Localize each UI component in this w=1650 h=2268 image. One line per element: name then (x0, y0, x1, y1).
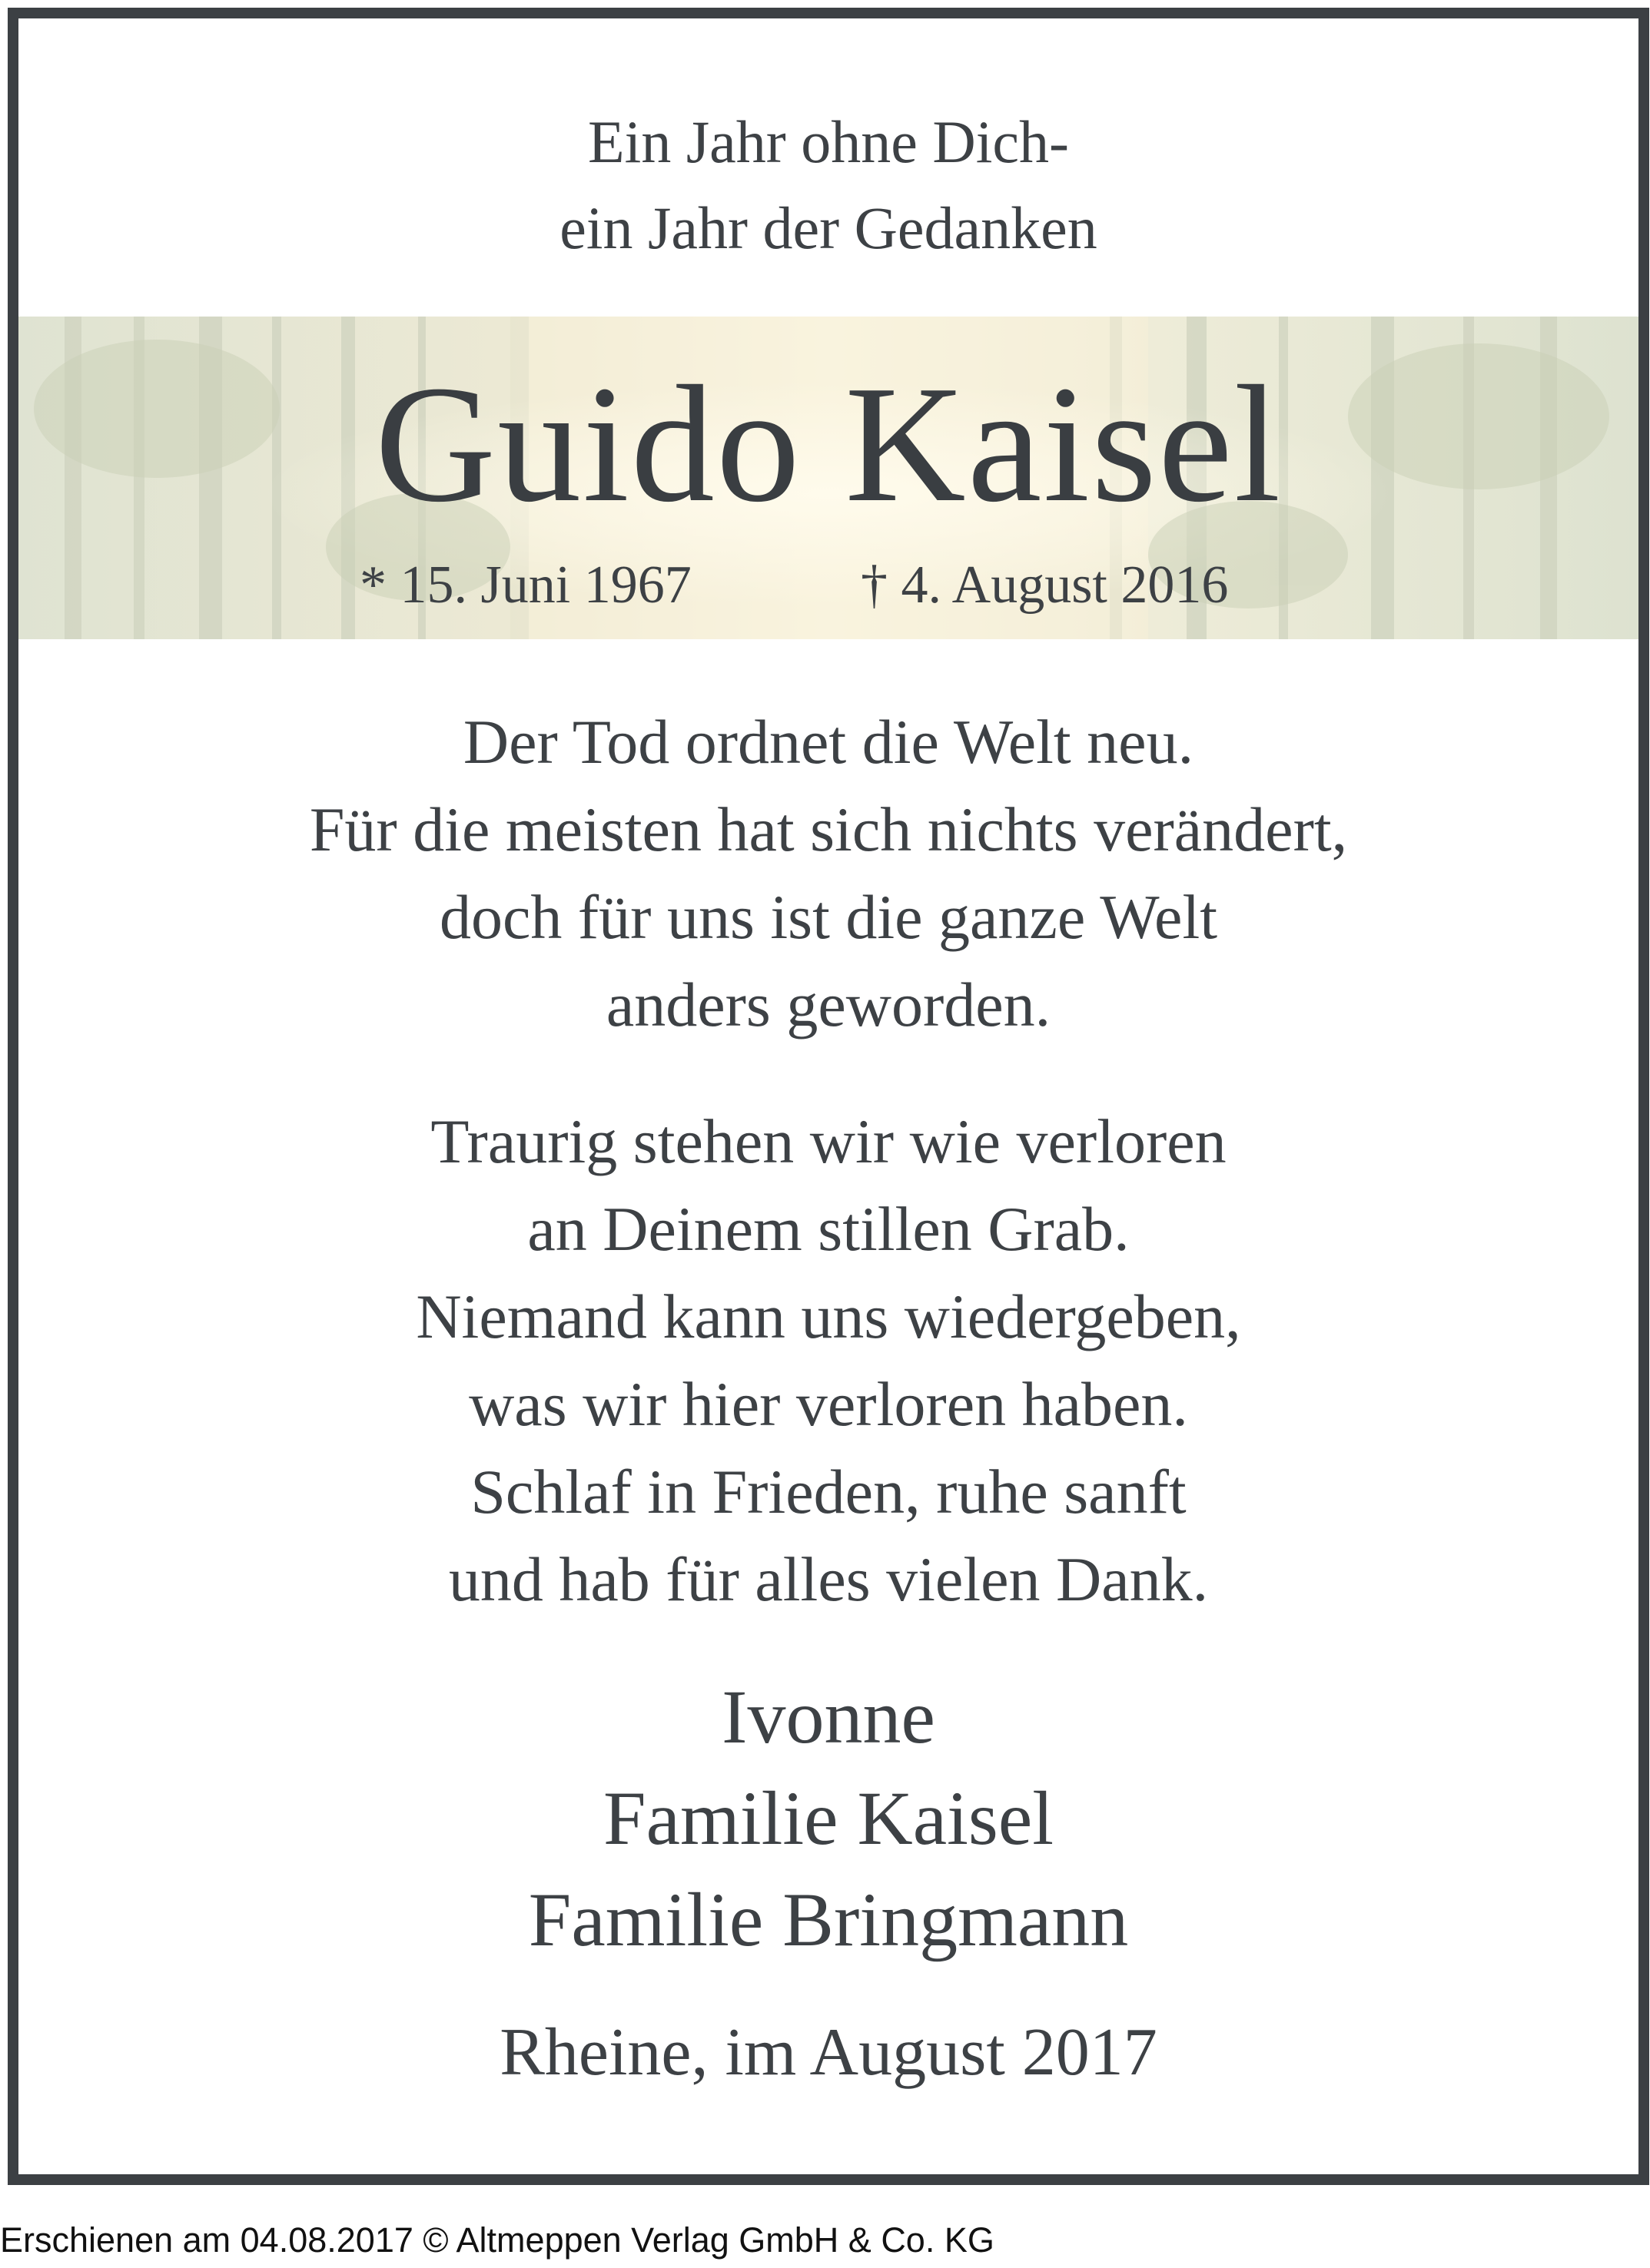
forest-banner (18, 317, 1638, 639)
poem-line: Schlaf in Frieden, ruhe sanft (470, 1457, 1187, 1527)
poem-stanza-2 (18, 1098, 1638, 1623)
poem-line: was wir hier verloren haben. (469, 1369, 1188, 1439)
poem-line: Für die meisten hat sich nichts verändert, (309, 794, 1348, 864)
poem-line: Niemand kann uns wiedergeben, (416, 1282, 1241, 1351)
poem-line: Traurig stehen wir wie verloren (430, 1106, 1227, 1176)
place-date: Rheine, im August 2017 (500, 2015, 1157, 2090)
signers (18, 1666, 1638, 1971)
tagline-line: Ein Jahr ohne Dich- (588, 108, 1069, 175)
poem-stanza-1 (18, 698, 1638, 1049)
birth-date: * 15. Juni 1967 (360, 555, 692, 615)
poem-line: doch für uns ist die ganze Welt (439, 882, 1218, 952)
tagline-line: ein Jahr der Gedanken (559, 194, 1097, 261)
poem-line: und hab für alles vielen Dank. (448, 1544, 1209, 1614)
signer: Ivonne (722, 1674, 935, 1759)
tagline (18, 99, 1638, 271)
poem-line: anders geworden. (606, 970, 1051, 1040)
poem-line: an Deinem stillen Grab. (527, 1194, 1130, 1264)
publication-footer: Erschienen am 04.08.2017 © Altmeppen Verlag GmbH & Co. KG (0, 2220, 994, 2260)
signer: Familie Bringmann (528, 1877, 1129, 1962)
signer: Familie Kaisel (603, 1776, 1054, 1861)
obituary-frame (8, 8, 1649, 2185)
poem-line: Der Tod ordnet die Welt neu. (463, 707, 1194, 777)
death-date: † 4. August 2016 (861, 555, 1229, 615)
deceased-name: Guido Kaisel (374, 352, 1283, 537)
